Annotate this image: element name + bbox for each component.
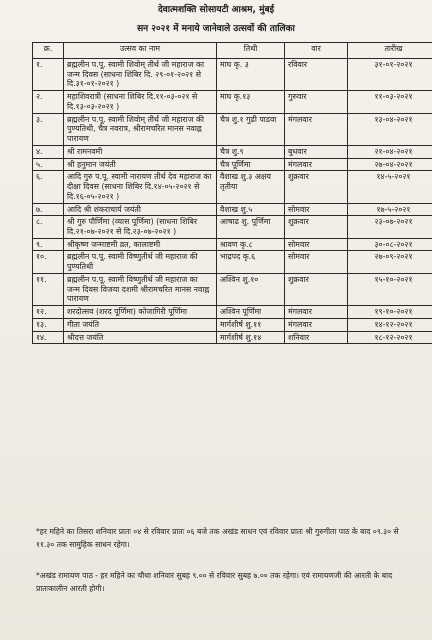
cell-number: ८. — [33, 216, 64, 238]
cell-weekday: गुरुवार — [285, 91, 348, 113]
cell-number: ११. — [33, 273, 64, 305]
cell-date: ११-०३-२०२१ — [348, 91, 432, 113]
cell-festival-name: ब्रह्मलीन प.पू. स्वामी शिवोम् तीर्थ जी महाराज की पुण्यतिथी, चैत्र नवरात्र, श्रीरामचरित मानस नवाह्न पारायण — [64, 113, 217, 145]
cell-tithi: वैशाख शु.५ — [217, 203, 285, 216]
table-row — [33, 306, 432, 319]
cell-weekday: सोमवार — [285, 251, 348, 273]
table-row — [33, 331, 432, 344]
cell-number: ६. — [33, 171, 64, 203]
table-header-row — [33, 43, 432, 59]
organization-title: देवात्मशक्ति सोसायटी आश्रम, मुंबई — [157, 5, 275, 15]
cell-date: १४-१२-२०२१ — [348, 318, 432, 331]
festival-table — [32, 42, 432, 344]
cell-tithi: भाद्रपद कृ.६ — [217, 251, 285, 273]
cell-number: १०. — [33, 251, 64, 273]
cell-number: २. — [33, 91, 64, 113]
cell-weekday: मंगलवार — [285, 158, 348, 171]
cell-festival-name: आदि श्री शंकराचार्य जयंती — [64, 203, 217, 216]
cell-tithi: अश्विन पूर्णिमा — [217, 306, 285, 319]
note-monthly-sadhan: *हर महिने का तिसरा शनिवार प्रातः ०४ से रविवार प्रातः ०६ बजे तक अखंड साधन एवं रविवार प्रातः श्री गुरुगीता पाठ के बाद ०९.३० से ११.३० तक सामुहिक साधन रहेगा। — [36, 527, 399, 549]
cell-festival-name: ब्रह्मलीन प.पू. स्वामी विष्णुतीर्थ जी महाराज की पुण्यतिथी — [64, 251, 217, 273]
cell-tithi: आषाढ शु. पूर्णिमा — [217, 216, 285, 238]
cell-festival-name: श्री हनुमान जयंती — [64, 158, 217, 171]
table-row — [33, 251, 432, 273]
cell-tithi: माघ कृ.१३ — [217, 91, 285, 113]
cell-number: ५. — [33, 158, 64, 171]
cell-date: २७-०९-२०२१ — [348, 251, 432, 273]
cell-date: २१-०४-२०२१ — [348, 145, 432, 158]
cell-weekday: सोमवार — [285, 238, 348, 251]
cell-date: १९-१०-२०२१ — [348, 306, 432, 319]
table-row — [33, 171, 432, 203]
cell-date: १५-१०-२०२१ — [348, 273, 432, 305]
cell-weekday: शुक्रवार — [285, 273, 348, 305]
table-row — [33, 203, 432, 216]
cell-tithi: मार्गशीर्ष शु.१४ — [217, 331, 285, 344]
col-header-number: क्र. — [33, 43, 64, 59]
table-row — [33, 238, 432, 251]
cell-date: १७-५-२०२१ — [348, 203, 432, 216]
cell-festival-name: आदि गुरु प.पू. स्वामी नारायण तीर्थ देव महाराज का दीक्षा दिवस (साधना शिबिर दि.१४-०५-२०२१ से दि.१६-०५-२०२१ ) — [64, 171, 217, 203]
cell-number: १. — [33, 59, 64, 91]
cell-date: २७-०४-२०२१ — [348, 158, 432, 171]
cell-weekday: शनिवार — [285, 331, 348, 344]
cell-festival-name: श्रीदत्त जयंति — [64, 331, 217, 344]
cell-tithi: माघ कृ. ३ — [217, 59, 285, 91]
cell-festival-name: ब्रह्मलीन प.पू. स्वामी शिवोम् तीर्थ जी महाराज का जन्म दिवस (साधना शिबिर दि. २९-०१-२०२१ से दि.३१-०१-२०२१ ) — [64, 59, 217, 91]
cell-date: ३०-०८-२०२१ — [348, 238, 432, 251]
col-header-tithi: तिथी — [217, 43, 285, 59]
cell-tithi: चैत्र पूर्णिमा — [217, 158, 285, 171]
cell-number: १३. — [33, 318, 64, 331]
note-akhand-ramayan: *अखंड रामायण पाठ - हर महिने का चौथा शनिवार सुबह ९.०० से रविवार सुबह ७.०० तक रहेगा। एवं रामायणजी की आरती के बाद प्रातःकालीन आरती होगी। — [36, 571, 393, 593]
cell-date: १४-५-२०२१ — [348, 171, 432, 203]
cell-tithi: चैत्र शु.१ गुढी पाडवा — [217, 113, 285, 145]
cell-festival-name: श्रीकृष्ण जन्माष्टमी व्रत, कालाष्टमी — [64, 238, 217, 251]
cell-weekday: मंगलवार — [285, 306, 348, 319]
table-row — [33, 273, 432, 305]
cell-festival-name: श्री गुरु पौर्णिमा (व्यास पूर्णिमा) (साधना शिबिर दि.२१-०७-२०२१ से दि.२३-०७-२०२१ ) — [64, 216, 217, 238]
cell-weekday: रविवार — [285, 59, 348, 91]
cell-weekday: सोमवार — [285, 203, 348, 216]
cell-tithi: चैत्र शु.९ — [217, 145, 285, 158]
table-row — [33, 91, 432, 113]
cell-weekday: बुधवार — [285, 145, 348, 158]
cell-festival-name: महाशिवरात्री (साधना शिबिर दि.११-०३-०२१ से दि.१३-०३-२०२१ ) — [64, 91, 217, 113]
cell-weekday: शुक्रवार — [285, 216, 348, 238]
cell-tithi: श्रावण कृ.८ — [217, 238, 285, 251]
table-row — [33, 59, 432, 91]
cell-tithi: अश्विन शु.१० — [217, 273, 285, 305]
cell-festival-name: श्री रामनवमी — [64, 145, 217, 158]
document-title: सन २०२१ में मनाये जानेवाले उत्सवों की तालिका — [137, 24, 295, 34]
cell-festival-name: ब्रह्मलीन प.पू. स्वामी विष्णुतीर्थ जी महाराज का जन्म दिवस विजया दशमी श्रीरामचरित मानस नवाह्न पारायण — [64, 273, 217, 305]
cell-festival-name: शरदोत्सव (शरद पूर्णिमा) कोजागिरी पूर्णिमा — [64, 306, 217, 319]
cell-number: ४. — [33, 145, 64, 158]
cell-festival-name: गीता जयंति — [64, 318, 217, 331]
col-header-date: तारीख — [348, 43, 432, 59]
cell-number: ९. — [33, 238, 64, 251]
table-row — [33, 145, 432, 158]
cell-number: ३. — [33, 113, 64, 145]
col-header-festival-name: उत्सव का नाम — [64, 43, 217, 59]
table-row — [33, 158, 432, 171]
cell-tithi: वैशाख शु.३ अक्षय तृतीया — [217, 171, 285, 203]
cell-number: १२. — [33, 306, 64, 319]
table-row — [33, 318, 432, 331]
cell-number: १४. — [33, 331, 64, 344]
cell-date: ३१-०१-२०२१ — [348, 59, 432, 91]
cell-tithi: मार्गशीर्ष शु.११ — [217, 318, 285, 331]
cell-date: २३-०७-२०२१ — [348, 216, 432, 238]
cell-weekday: मंगलवार — [285, 113, 348, 145]
cell-date: १३-०४-२०२१ — [348, 113, 432, 145]
cell-number: ७. — [33, 203, 64, 216]
col-header-weekday: वार — [285, 43, 348, 59]
table-row — [33, 113, 432, 145]
cell-weekday: मंगलवार — [285, 318, 348, 331]
cell-weekday: शुक्रवार — [285, 171, 348, 203]
cell-date: १८-१२-२०२१ — [348, 331, 432, 344]
table-row — [33, 216, 432, 238]
